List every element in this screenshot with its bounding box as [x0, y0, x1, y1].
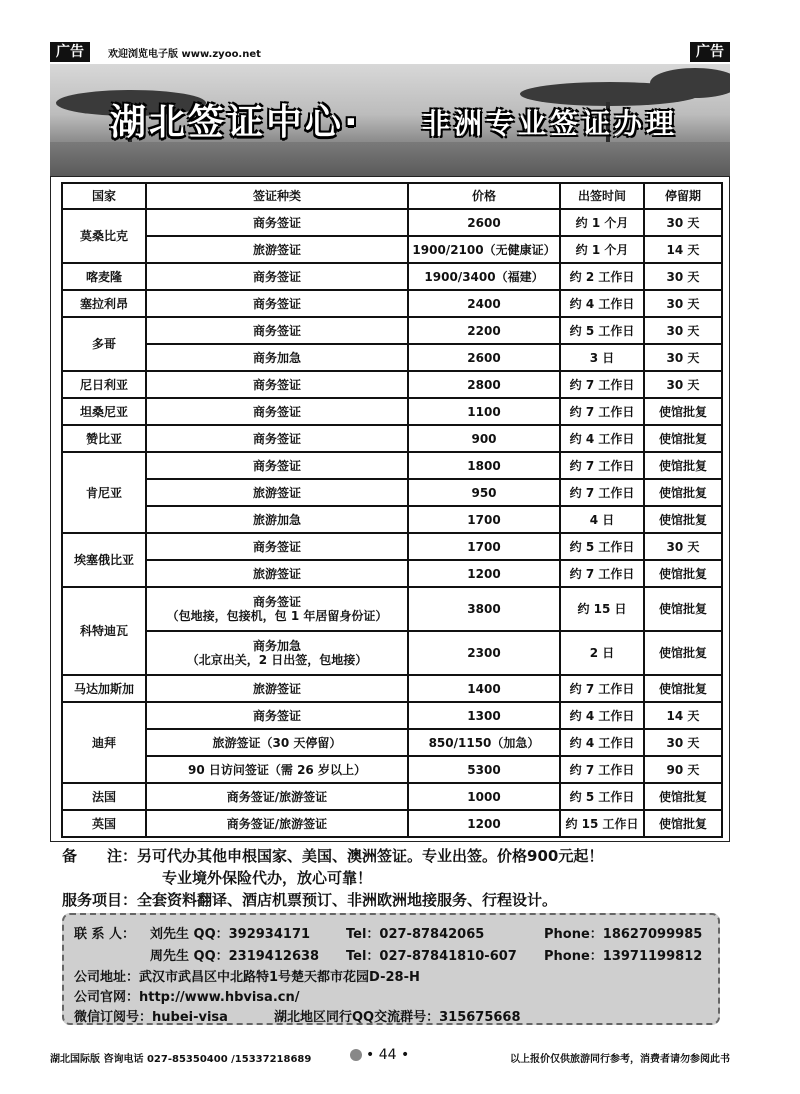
time-cell: 约 7 工作日 [560, 452, 644, 479]
contact-person-2: 周先生 QQ：2319412638 [150, 949, 320, 964]
visa-type-cell: 旅游签证 [146, 479, 408, 506]
table-row [62, 452, 722, 479]
table-row [62, 263, 722, 290]
qq-group: 湖北地区同行QQ交流群号：315675668 [274, 1010, 521, 1025]
col-header-time: 出签时间 [560, 183, 644, 209]
table-row [62, 425, 722, 452]
welcome-text: 欢迎浏览电子版 www.zyoo.net [108, 49, 261, 60]
price-cell: 1400 [408, 675, 560, 702]
price-cell: 1900/2100（无健康证） [408, 236, 560, 263]
visa-type-label: 商务签证 [252, 595, 301, 609]
tree-icon [650, 68, 730, 98]
contact-box [62, 913, 720, 1025]
visa-type-cell: 商务签证/旅游签证 [146, 783, 408, 810]
visa-type-note: （包地接，包接机，包 1 年居留身份证） [166, 609, 388, 623]
time-cell: 约 5 工作日 [560, 317, 644, 344]
country-cell: 科特迪瓦 [62, 587, 146, 675]
service-line [62, 889, 557, 910]
country-cell: 尼日利亚 [62, 371, 146, 398]
stay-cell: 使馆批复 [644, 425, 722, 452]
visa-type-cell: 商务签证 [146, 398, 408, 425]
remark-line-1 [62, 845, 603, 866]
time-cell: 约 7 工作日 [560, 479, 644, 506]
stay-cell: 使馆批复 [644, 398, 722, 425]
price-cell: 2800 [408, 371, 560, 398]
stay-cell: 使馆批复 [644, 587, 722, 631]
price-cell: 1700 [408, 533, 560, 560]
visa-type-cell: 旅游签证 [146, 236, 408, 263]
remark-text-1: 另可代办其他申根国家、美国、澳洲签证。专业出签。价格900元起！ [137, 847, 604, 865]
banner-subtitle: 非洲专业签证办理 [422, 107, 679, 140]
table-row [62, 317, 722, 344]
visa-type-cell: 商务签证/旅游签证 [146, 810, 408, 837]
country-cell: 坦桑尼亚 [62, 398, 146, 425]
table-header-row [62, 183, 722, 209]
time-cell: 约 7 工作日 [560, 371, 644, 398]
stay-cell: 30 天 [644, 317, 722, 344]
time-cell: 约 15 日 [560, 587, 644, 631]
table-row [62, 560, 722, 587]
price-cell: 3800 [408, 587, 560, 631]
country-cell: 埃塞俄比亚 [62, 533, 146, 587]
price-cell: 1000 [408, 783, 560, 810]
contact-label: 联 系 人： [74, 927, 136, 942]
price-cell: 950 [408, 479, 560, 506]
price-cell: 2300 [408, 631, 560, 675]
price-cell: 2200 [408, 317, 560, 344]
visa-type-cell: 商务加急 [146, 344, 408, 371]
time-cell: 约 2 工作日 [560, 263, 644, 290]
table-row [62, 729, 722, 756]
footer-left: 湖北国际版 咨询电话 027-85350400 /15337218689 [50, 1054, 312, 1065]
stay-cell: 90 天 [644, 756, 722, 783]
stay-cell: 30 天 [644, 533, 722, 560]
remark-label: 备 注： [62, 847, 138, 865]
visa-type-cell [146, 587, 408, 631]
visa-type-cell: 旅游签证（30 天停留） [146, 729, 408, 756]
stay-cell: 14 天 [644, 702, 722, 729]
stay-cell: 使馆批复 [644, 479, 722, 506]
stay-cell: 30 天 [644, 290, 722, 317]
country-cell: 塞拉利昂 [62, 290, 146, 317]
page-number-text: • 44 • [366, 1047, 410, 1063]
time-cell: 2 日 [560, 631, 644, 675]
table-row [62, 810, 722, 837]
table-row [62, 371, 722, 398]
price-cell: 1700 [408, 506, 560, 533]
country-cell: 英国 [62, 810, 146, 837]
time-cell: 4 日 [560, 506, 644, 533]
visa-type-cell: 商务签证 [146, 371, 408, 398]
table-row [62, 209, 722, 236]
visa-type-cell: 商务签证 [146, 702, 408, 729]
stay-cell: 30 天 [644, 344, 722, 371]
stay-cell: 30 天 [644, 729, 722, 756]
time-cell: 3 日 [560, 344, 644, 371]
company-website[interactable]: 公司官网：http://www.hbvisa.cn/ [74, 990, 300, 1005]
col-header-price: 价格 [408, 183, 560, 209]
company-address: 公司地址：武汉市武昌区中北路特1号楚天都市花园D-28-H [74, 970, 420, 985]
page-number [350, 1047, 409, 1063]
time-cell: 约 4 工作日 [560, 425, 644, 452]
top-bar [50, 42, 730, 62]
time-cell: 约 7 工作日 [560, 398, 644, 425]
price-cell: 1200 [408, 560, 560, 587]
stay-cell: 30 天 [644, 263, 722, 290]
time-cell: 约 4 工作日 [560, 729, 644, 756]
stay-cell: 使馆批复 [644, 560, 722, 587]
price-cell: 900 [408, 425, 560, 452]
price-cell: 1200 [408, 810, 560, 837]
table-row [62, 398, 722, 425]
price-cell: 5300 [408, 756, 560, 783]
stay-cell: 使馆批复 [644, 783, 722, 810]
visa-type-cell [146, 631, 408, 675]
table-row [62, 675, 722, 702]
price-cell: 850/1150（加急） [408, 729, 560, 756]
col-header-stay: 停留期 [644, 183, 722, 209]
time-cell: 约 7 工作日 [560, 756, 644, 783]
time-cell: 约 15 工作日 [560, 810, 644, 837]
time-cell: 约 1 个月 [560, 236, 644, 263]
table-row [62, 344, 722, 371]
visa-type-cell: 商务签证 [146, 209, 408, 236]
price-cell: 2600 [408, 344, 560, 371]
service-label: 服务项目： [62, 891, 138, 909]
stay-cell: 使馆批复 [644, 506, 722, 533]
visa-type-cell: 旅游签证 [146, 560, 408, 587]
visa-type-cell: 商务签证 [146, 263, 408, 290]
table-row [62, 479, 722, 506]
stay-cell: 使馆批复 [644, 631, 722, 675]
stay-cell: 30 天 [644, 371, 722, 398]
logo-icon [350, 1049, 362, 1061]
time-cell: 约 1 个月 [560, 209, 644, 236]
price-cell: 1100 [408, 398, 560, 425]
stay-cell: 30 天 [644, 209, 722, 236]
banner [50, 64, 730, 176]
stay-cell: 使馆批复 [644, 810, 722, 837]
time-cell: 约 7 工作日 [560, 560, 644, 587]
visa-type-cell: 商务签证 [146, 425, 408, 452]
price-cell: 1800 [408, 452, 560, 479]
visa-type-cell: 商务签证 [146, 290, 408, 317]
price-cell: 2400 [408, 290, 560, 317]
table-row [62, 236, 722, 263]
table-row [62, 702, 722, 729]
visa-type-cell: 旅游加急 [146, 506, 408, 533]
ad-tag-right: 广告 [690, 42, 730, 62]
visa-type-cell: 旅游签证 [146, 675, 408, 702]
contact-person-1: 刘先生 QQ：392934171 [150, 927, 311, 942]
table-row [62, 506, 722, 533]
time-cell: 约 4 工作日 [560, 702, 644, 729]
price-cell: 1300 [408, 702, 560, 729]
country-cell: 多哥 [62, 317, 146, 371]
banner-title: 湖北签证中心· [110, 102, 361, 143]
country-cell: 法国 [62, 783, 146, 810]
country-cell: 肯尼亚 [62, 452, 146, 533]
contact-phone-1: Phone：18627099985 [544, 927, 703, 942]
table-row [62, 783, 722, 810]
visa-table [61, 182, 723, 838]
footer-right: 以上报价仅供旅游同行参考，消费者请勿参阅此书 [510, 1054, 730, 1065]
country-cell: 喀麦隆 [62, 263, 146, 290]
price-cell: 1900/3400（福建） [408, 263, 560, 290]
ad-tag-left: 广告 [50, 42, 90, 62]
wechat-account: 微信订阅号：hubei-visa [74, 1010, 228, 1025]
visa-type-cell: 商务签证 [146, 452, 408, 479]
table-row [62, 533, 722, 560]
savanna-ground [50, 142, 730, 176]
stay-cell: 使馆批复 [644, 452, 722, 479]
col-header-visa-type: 签证种类 [146, 183, 408, 209]
table-row [62, 756, 722, 783]
contact-phone-2: Phone：13971199812 [544, 949, 703, 964]
time-cell: 约 5 工作日 [560, 533, 644, 560]
contact-tel-2: Tel：027-87841810-607 [346, 949, 517, 964]
price-cell: 2600 [408, 209, 560, 236]
time-cell: 约 5 工作日 [560, 783, 644, 810]
visa-type-note: （北京出关，2 日出签，包地接） [186, 653, 368, 667]
service-text: 全套资料翻译、酒店机票预订、非洲欧洲地接服务、行程设计。 [137, 891, 558, 909]
country-cell: 迪拜 [62, 702, 146, 783]
footer [50, 1047, 730, 1066]
contact-tel-1: Tel：027-87842065 [346, 927, 485, 942]
visa-type-cell: 商务签证 [146, 533, 408, 560]
visa-type-label: 商务加急 [252, 639, 301, 653]
stay-cell: 使馆批复 [644, 675, 722, 702]
table-row [62, 631, 722, 675]
country-cell: 莫桑比克 [62, 209, 146, 263]
table-row [62, 290, 722, 317]
time-cell: 约 4 工作日 [560, 290, 644, 317]
country-cell: 赞比亚 [62, 425, 146, 452]
visa-type-cell: 商务签证 [146, 317, 408, 344]
time-cell: 约 7 工作日 [560, 675, 644, 702]
country-cell: 马达加斯加 [62, 675, 146, 702]
remark-text-2: 专业境外保险代办，放心可靠！ [162, 869, 373, 887]
col-header-country: 国家 [62, 183, 146, 209]
visa-type-cell: 90 日访问签证（需 26 岁以上） [146, 756, 408, 783]
stay-cell: 14 天 [644, 236, 722, 263]
table-row [62, 587, 722, 631]
